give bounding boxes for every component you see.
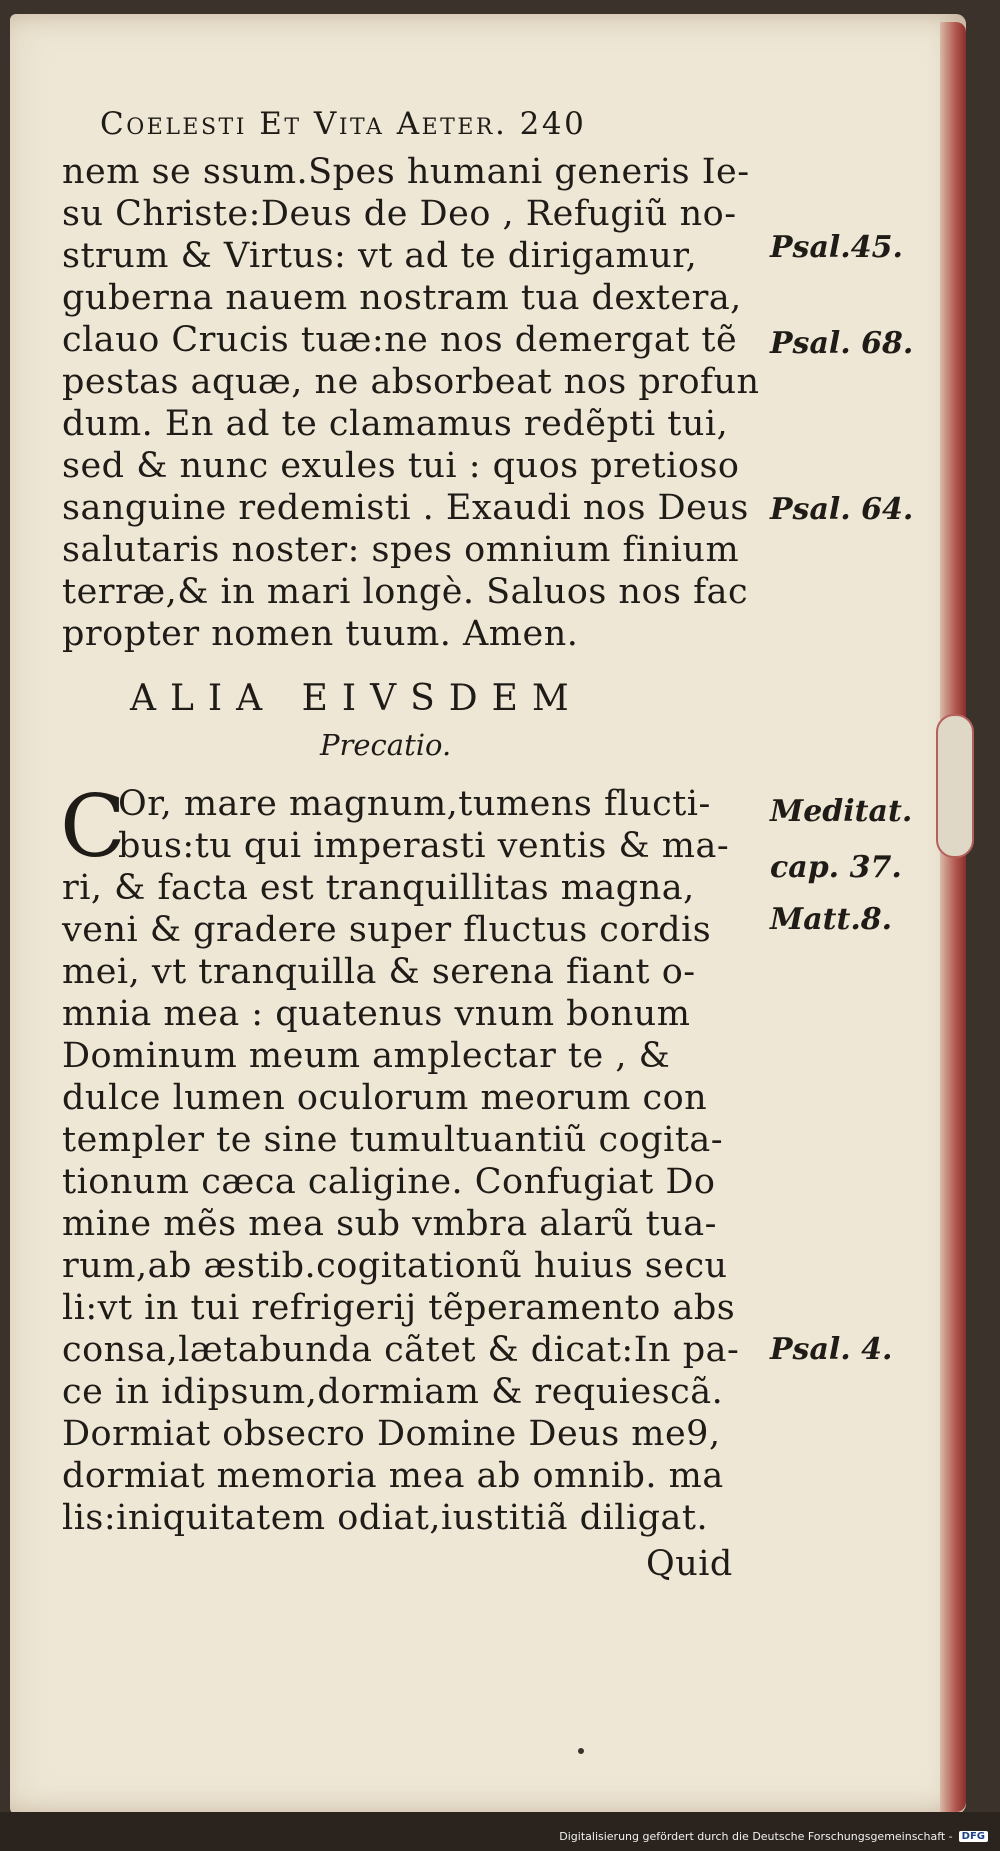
text-line: salutaris noster: spes omnium finium [62,530,740,570]
book-page [10,14,966,1814]
text-line: ce in idipsum,dormiam & requiescã. [62,1372,724,1412]
digitization-credit [559,1830,988,1843]
margin-note: Psal.45. [770,230,903,265]
margin-note: Meditat. [770,794,913,829]
page-edge [940,22,966,1812]
text-line: mnia mea : quatenus vnum bonum [62,994,691,1034]
text-line: su Christe:Deus de Deo , Refugiũ no- [62,194,737,234]
text-line: sanguine redemisti . Exaudi nos Deus [62,488,749,528]
margin-note: Psal. 68. [770,326,914,361]
margin-note: Psal. 4. [770,1332,893,1367]
text-line: lis:iniquitatem odiat,iustitiã diligat. [62,1498,709,1538]
text-line: dum. En ad te clamamus redẽpti tui, [62,404,729,444]
page-speck [578,1748,584,1754]
text-line: bus:tu qui imperasti ventis & ma- [118,826,730,866]
text-line: sed & nunc exules tui : quos pretioso [62,446,740,486]
clasp-tab [936,714,974,858]
text-line: Dominum meum amplectar te , & [62,1036,671,1076]
text-line: nem se ssum.Spes humani generis Ie- [62,152,750,192]
text-line: rum,ab æstib.cogitationũ huius secu [62,1246,728,1286]
margin-note: cap. 37. [770,850,902,885]
text-line: consa,lætabunda cãtet & dicat:In pa- [62,1330,740,1370]
text-line: guberna nauem nostram tua dextera, [62,278,742,318]
text-line: terræ,& in mari longè. Saluos nos fac [62,572,749,612]
credit-text: Digitalisierung gefördert durch die Deutsche Forschungsgemeinschaft - [559,1830,953,1843]
text-line: li:vt in tui refrigerij tẽperamento abs [62,1288,736,1328]
text-line: clauo Crucis tuæ:ne nos demergat tẽ [62,320,738,360]
section-subheading: Precatio. [320,728,452,762]
text-line: strum & Virtus: vt ad te dirigamur, [62,236,698,276]
text-line: veni & gradere super fluctus cordis [62,910,712,950]
text-line: Dormiat obsecro Domine Deus me9, [62,1414,721,1454]
catchword: Quid [646,1544,733,1584]
dfg-logo: DFG [959,1831,988,1842]
text-line: templer te sine tumultuantiũ cogita- [62,1120,724,1160]
margin-note: Matt.8. [770,902,893,937]
text-line: dormiat memoria mea ab omnib. ma [62,1456,724,1496]
drop-cap: C [60,777,126,877]
text-line: tionum cæca caligine. Confugiat Do [62,1162,716,1202]
margin-note: Psal. 64. [770,492,914,527]
section-heading: ALIA EIVSDEM [130,678,583,719]
text-line: dulce lumen oculorum meorum con [62,1078,708,1118]
text-line: mine mẽs mea sub vmbra alarũ tua- [62,1204,717,1244]
text-line: ri, & facta est tranquillitas magna, [62,868,695,908]
running-head: Coelesti Et Vita Aeter. 240 [100,106,587,142]
text-line: propter nomen tuum. Amen. [62,614,579,654]
text-line: Or, mare magnum,tumens flucti- [118,784,711,824]
text-line: pestas aquæ, ne absorbeat nos profun [62,362,760,402]
text-line: mei, vt tranquilla & serena fiant o- [62,952,696,992]
